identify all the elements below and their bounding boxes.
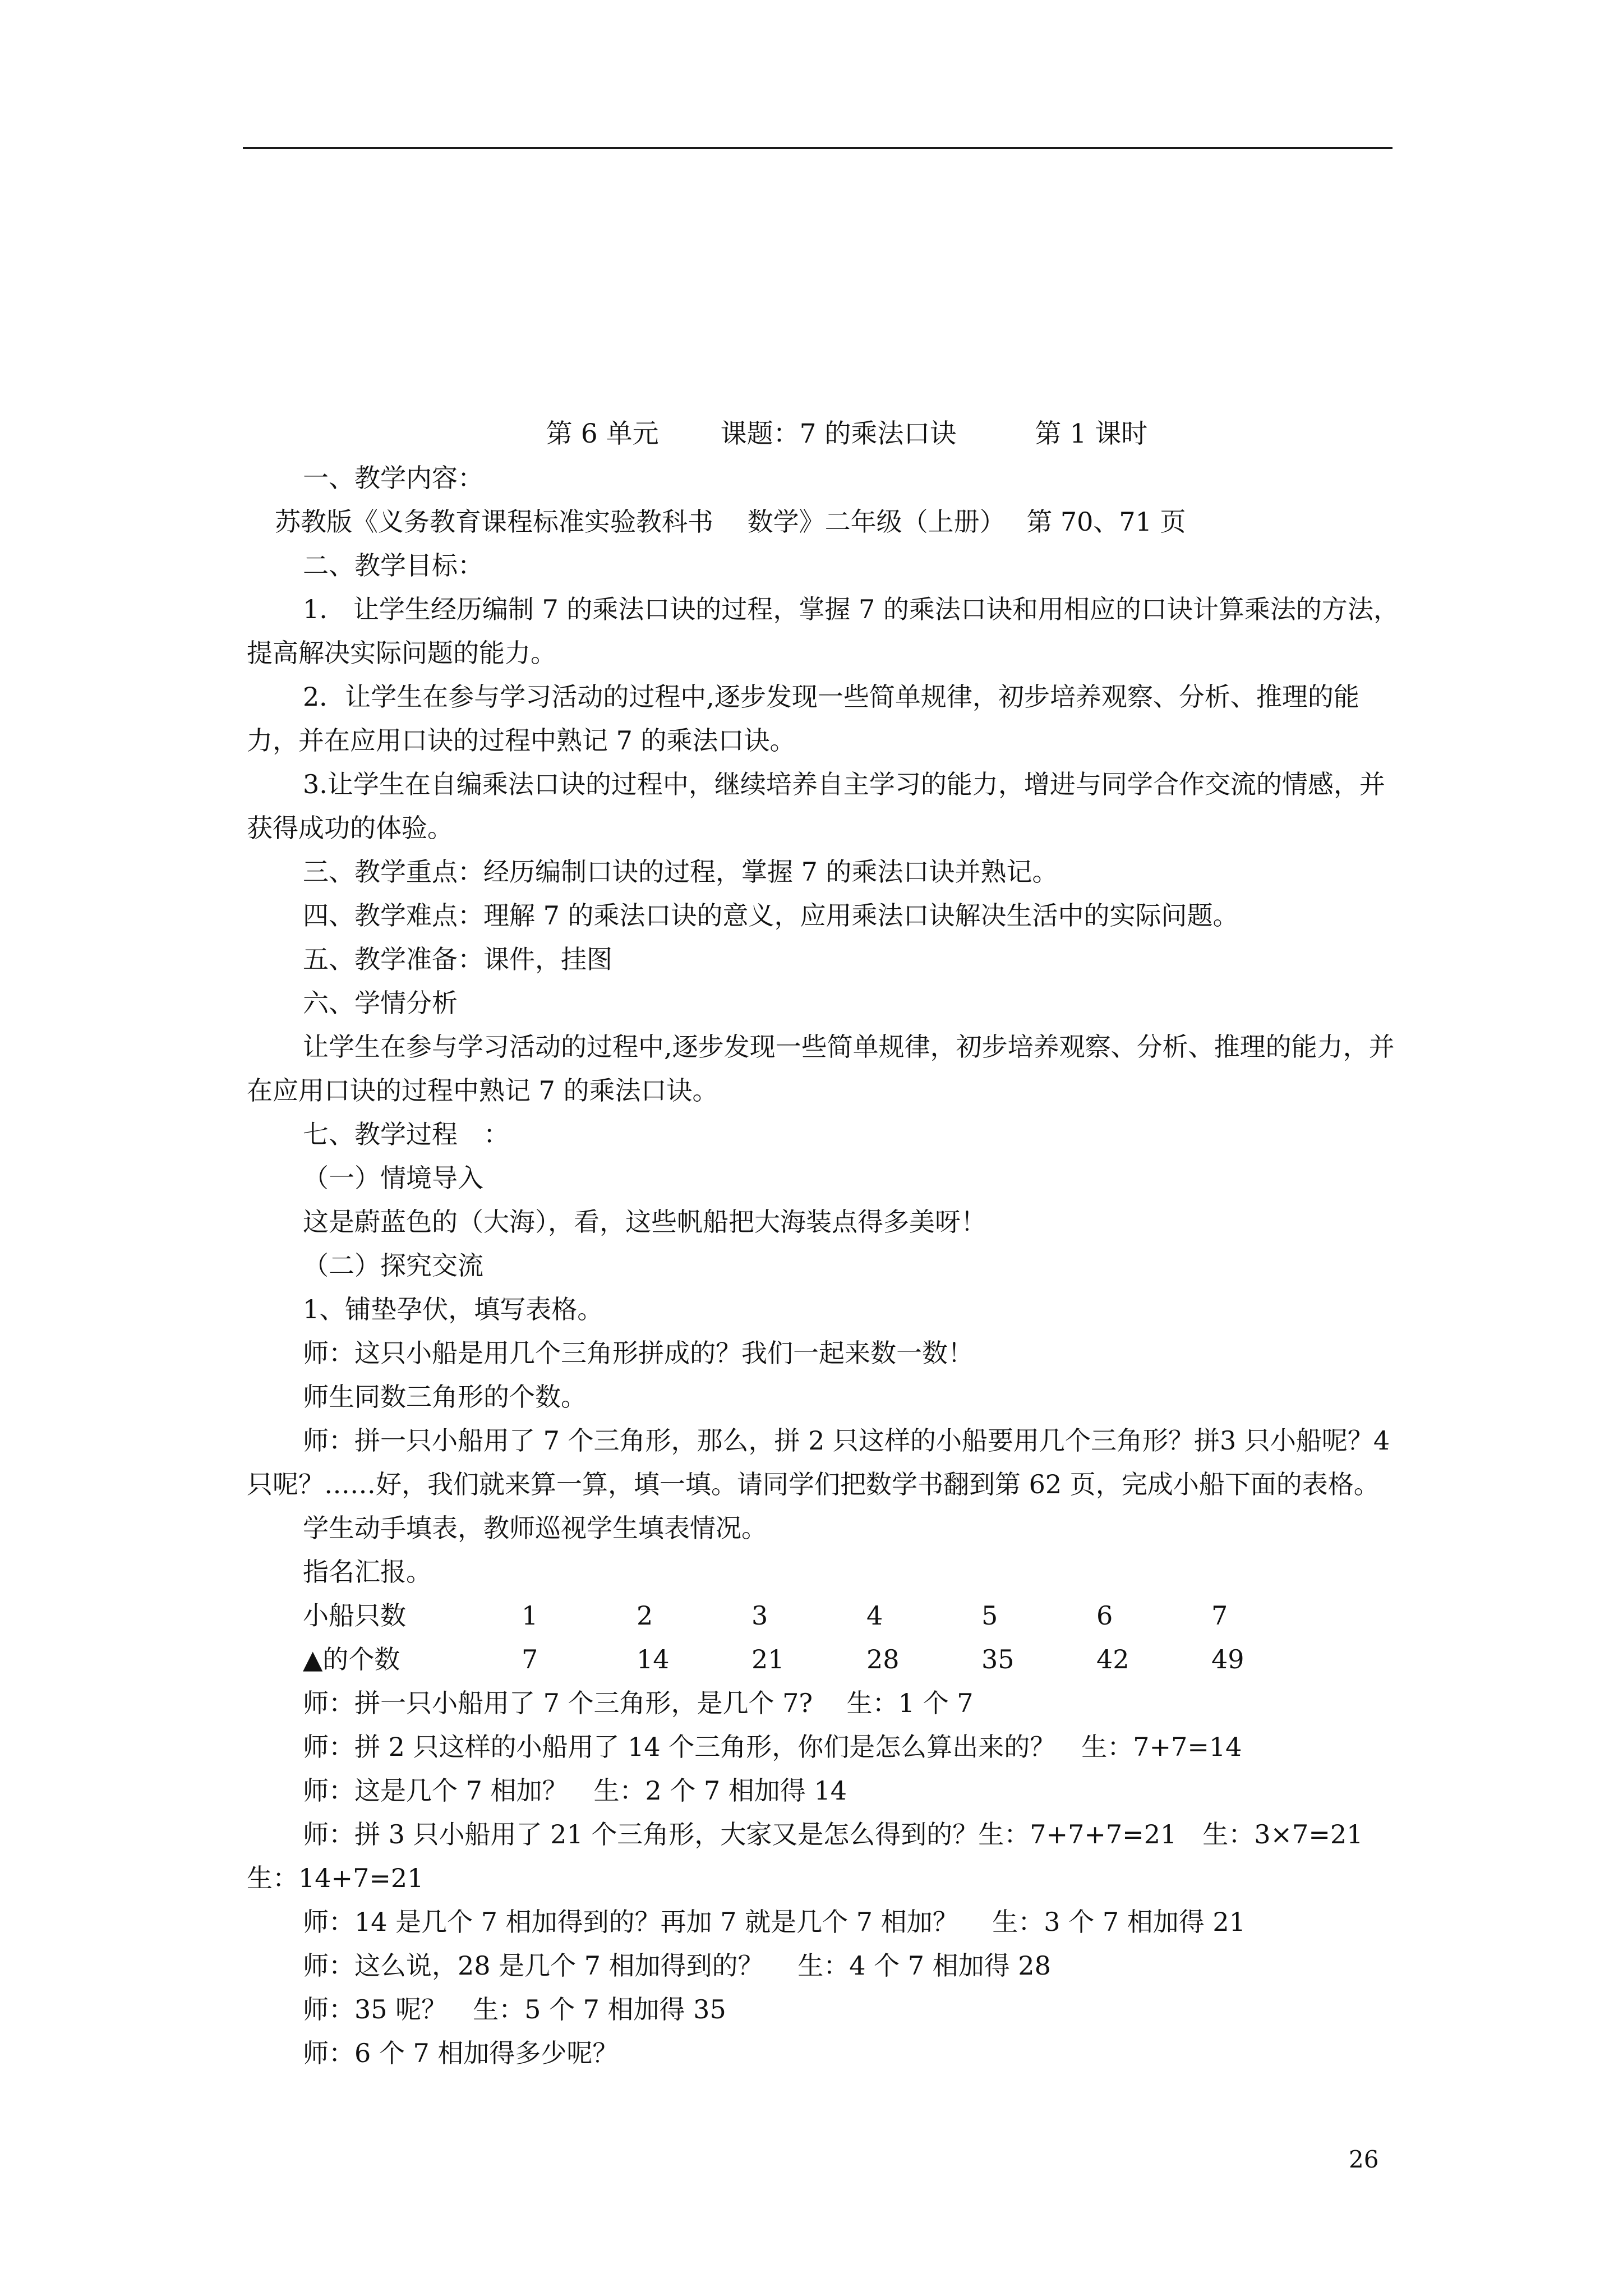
table-cell: 2 (637, 1600, 653, 1631)
section-heading: 一、教学内容： (303, 463, 483, 493)
dialogue-line: 师：拼一只小船用了 7 个三角形，是几个 7? 生：1 个 7 (303, 1688, 974, 1718)
header-rule (243, 147, 1393, 149)
paragraph: 3.让学生在自编乘法口诀的过程中，继续培养自主学习的能力，增进与同学合作交流的情感，并获得成功的体验。 (247, 769, 1385, 843)
table-row-label: ▲的个数 (303, 1644, 400, 1674)
table-cell: 5 (981, 1600, 998, 1631)
section-heading: 六、学情分析 (303, 988, 458, 1018)
table-row (247, 1594, 1402, 1637)
paragraph: 1. 让学生经历编制 7 的乘法口诀的过程，掌握 7 的乘法口诀和用相应的口诀计算乘法的方法，提高解决实际问题的能力。 (247, 594, 1399, 668)
paragraph: 师生同数三角形的个数。 (303, 1382, 587, 1412)
dialogue-line: 师：拼 2 只这样的小船用了 14 个三角形，你们是怎么算出来的？ 生：7+7=14 (303, 1732, 1242, 1762)
section-heading: 四、教学难点：理解 7 的乘法口诀的意义，应用乘法口诀解决生活中的实际问题。 (303, 900, 1239, 931)
table-cell: 14 (637, 1644, 670, 1674)
table-cell: 28 (866, 1644, 900, 1674)
dialogue-line: 师：这是几个 7 相加？ 生：2 个 7 相加得 14 (303, 1775, 847, 1806)
dialogue-line: 师：6 个 7 相加得多少呢？ (303, 2038, 619, 2068)
table-cell: 35 (981, 1644, 1015, 1674)
table-cell: 4 (866, 1600, 883, 1631)
paragraph: 1、铺垫孕伏，填写表格。 (303, 1294, 603, 1324)
subsection-heading: （一）情境导入 (303, 1163, 483, 1193)
table-cell: 7 (522, 1644, 538, 1674)
lesson-title (292, 412, 1402, 456)
paragraph: 学生动手填表，教师巡视学生填表情况。 (303, 1513, 767, 1543)
page-number: 26 (1349, 2146, 1379, 2173)
section-heading: 二、教学目标： (303, 550, 483, 581)
table-row (247, 1637, 1402, 1681)
section-heading: 七、教学过程 ： (303, 1119, 509, 1149)
table-cell: 7 (1211, 1600, 1228, 1631)
subsection-heading: （二）探究交流 (303, 1250, 483, 1281)
paragraph: 指名汇报。 (303, 1557, 432, 1587)
document-body (247, 412, 1402, 2075)
table-row-label: 小船只数 (303, 1600, 406, 1631)
table-cell: 42 (1096, 1644, 1129, 1674)
paragraph: 师：这只小船是用几个三角形拼成的？我们一起来数一数！ (303, 1338, 974, 1368)
paragraph: 师：拼一只小船用了 7 个三角形，那么，拼 2 只这样的小船要用几个三角形？拼3 只小船呢？4 只呢？……好，我们就来算一算，填一填。请同学们把数学书翻到第 62 页，完成小船下面的表格。 (247, 1425, 1390, 1499)
dialogue-line: 师：这么说，28 是几个 7 相加得到的？ 生：4 个 7 相加得 28 (303, 1950, 1051, 1981)
dialogue-line: 师：35 呢？ 生：5 个 7 相加得 35 (303, 1994, 726, 2024)
dialogue-line: 师：14 是几个 7 相加得到的？再加 7 就是几个 7 相加？ 生：3 个 7 相加得 21 (303, 1907, 1246, 1937)
section-heading: 五、教学准备：课件，挂图 (303, 944, 612, 974)
table-cell: 21 (751, 1644, 785, 1674)
topic-label: 课题：7 的乘法口诀 (720, 418, 957, 449)
table-cell: 49 (1211, 1644, 1244, 1674)
paragraph: 苏教版《义务教育课程标准实验教科书 数学》二年级（上册） 第 70、71 页 (275, 507, 1186, 537)
table-cell: 6 (1096, 1600, 1113, 1631)
paragraph: 这是蔚蓝色的（大海），看，这些帆船把大海装点得多美呀！ (303, 1207, 986, 1237)
section-heading: 三、教学重点：经历编制口诀的过程，掌握 7 的乘法口诀并熟记。 (303, 857, 1058, 887)
unit-label: 第 6 单元 (546, 418, 659, 449)
dialogue-line: 师：拼 3 只小船用了 21 个三角形，大家又是怎么得到的？生：7+7+7=21 生：3×7=21 (303, 1819, 1363, 1849)
period-label: 第 1 课时 (1035, 418, 1148, 449)
paragraph: 2．让学生在参与学习活动的过程中,逐步发现一些简单规律，初步培养观察、分析、推理的能力，并在应用口诀的过程中熟记 7 的乘法口诀。 (247, 682, 1359, 756)
table-cell: 1 (522, 1600, 538, 1631)
paragraph: 让学生在参与学习活动的过程中,逐步发现一些简单规律，初步培养观察、分析、推理的能力，并在应用口诀的过程中熟记 7 的乘法口诀。 (247, 1032, 1395, 1106)
table-cell: 3 (751, 1600, 768, 1631)
dialogue-line: 生：14+7=21 (247, 1863, 424, 1893)
